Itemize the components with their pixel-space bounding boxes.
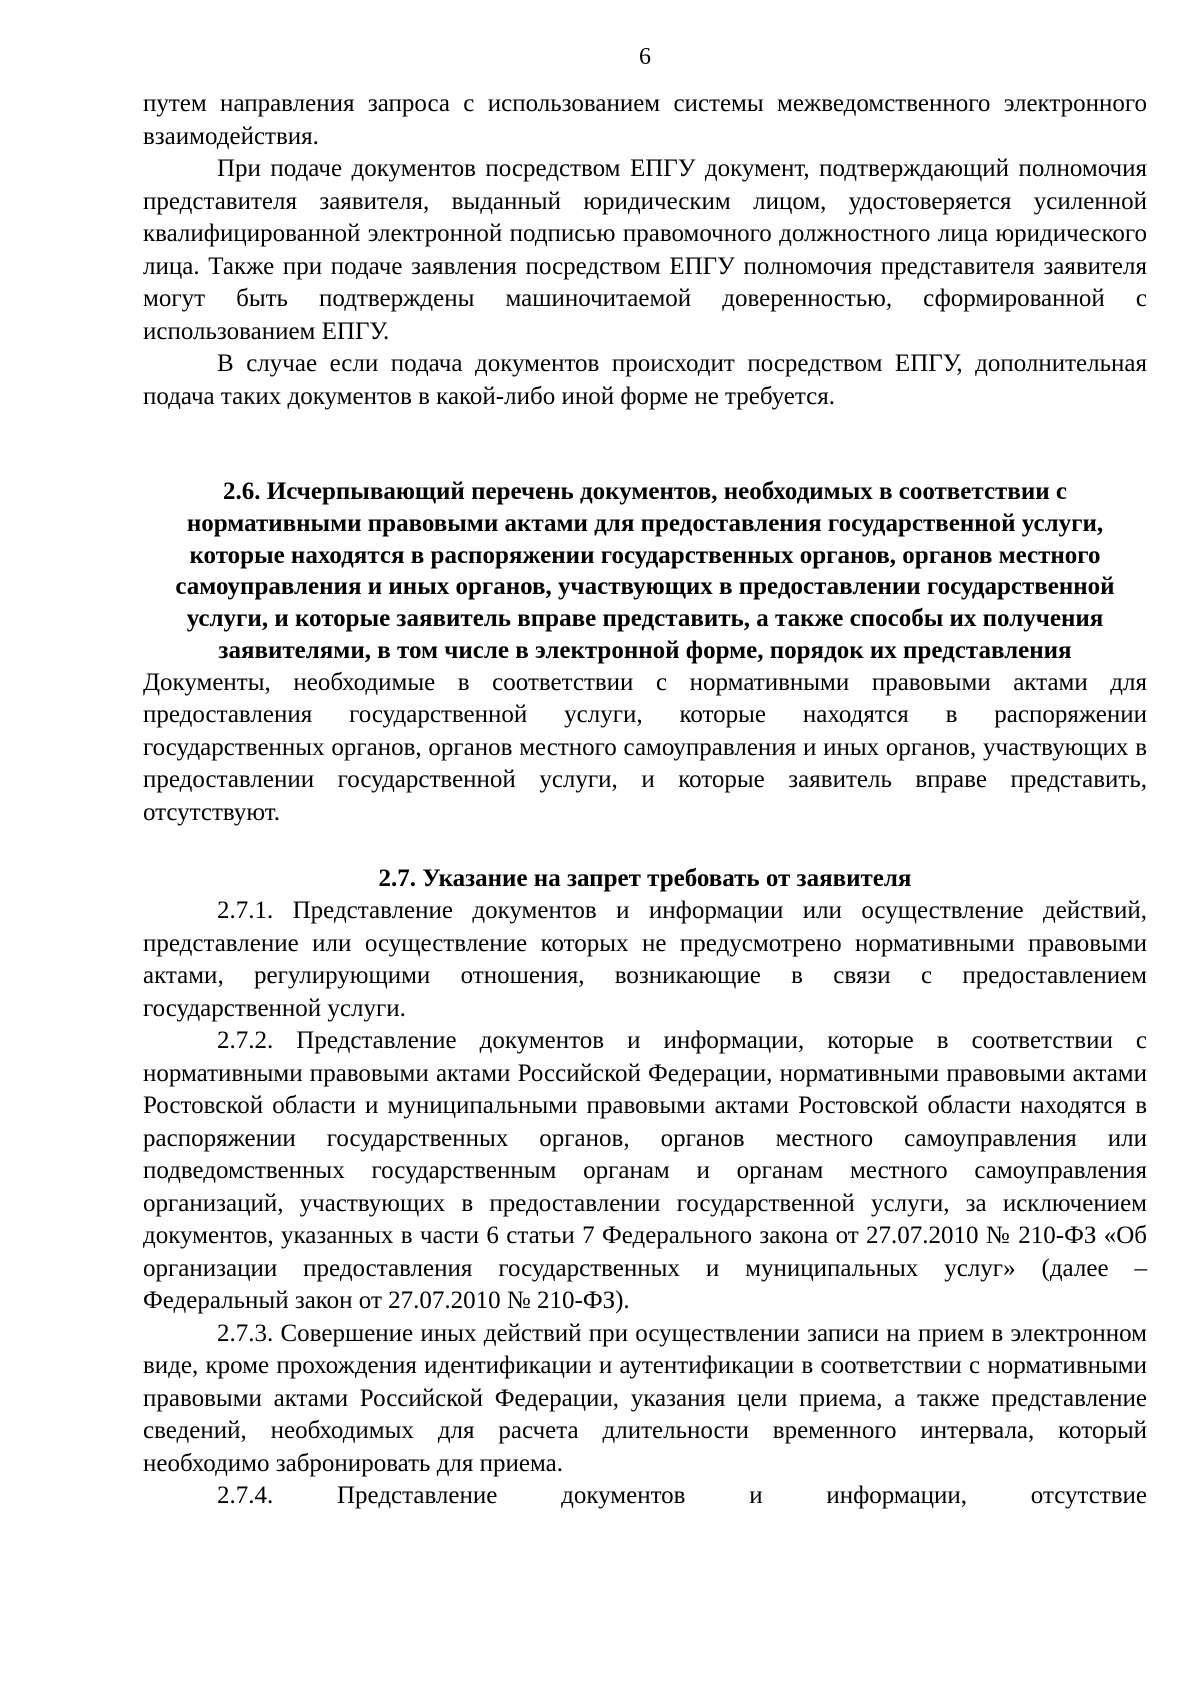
section-2-7-item-4: 2.7.4. Представление документов и информации, отсутствие — [217, 1482, 1147, 1510]
section-2-7-item-3: 2.7.3. Совершение иных действий при осуществлении записи на прием в электронном виде, кроме прохождения идентификации и аутентификации в соответствии с нормативными правовыми актами Российской Федерации, указания цели приема, а также представление сведений, необходимых для расчета длительности временного интервала, который необходимо забронировать для приема. — [143, 1319, 1147, 1477]
section-2-7-item-1: 2.7.1. Представление документов и информации или осуществление действий, представление или осуществление которых не предусмотрено нормативными правовыми актами, регулирующими отношения, возникающие в связи с предоставлением государственной услуги. — [143, 897, 1147, 1022]
intro-paragraph-epgu-authority: При подаче документов посредством ЕПГУ документ, подтверждающий полномочия представителя заявителя, выданный юридическим лицом, удостоверяется усиленной квалифицированной электронной подписью правомочного должностного лица юридического лица. Также при подаче заявления посредством ЕПГУ полномочия представителя заявителя могут быть подтверждены машиночитаемой доверенностью, сформированной с использованием ЕПГУ. — [143, 155, 1147, 345]
section-spacer — [143, 413, 1147, 476]
section-spacer — [143, 829, 1147, 863]
section-2-6-heading: 2.6. Исчерпывающий перечень документов, необходимых в соответствии с нормативными правовыми актами для предоставления государственной услуги, которые находятся в распоряжении государственных органов, органов местного самоуправления и иных органов, участвующих в предоставлении государственной услуги, и которые заявитель вправе представить, а также способы их получения заявителями, в том числе в электронной форме, порядок их представления — [175, 478, 1115, 664]
intro-paragraph-continuation: путем направления запроса с использованием системы межведомственного электронного взаимодействия. — [143, 90, 1147, 150]
section-2-7-heading: 2.7. Указание на запрет требовать от заявителя — [378, 865, 912, 893]
section-2-7-item-2: 2.7.2. Представление документов и информации, которые в соответствии с нормативными правовыми актами Российской Федерации, нормативными правовыми актами Ростовской области и муниципальными правовыми актами Ростовской области находятся в распоряжении государственных органов, органов местного самоуправления или подведомственных государственным органам и органам местного самоуправления организаций, участвующих в предоставлении государственной услуги, за исключением документов, указанных в части 6 статьи 7 Федерального закона от 27.07.2010 № 210-ФЗ «Об организации предоставления государственных и муниципальных услуг» (далее – Федеральный закон от 27.07.2010 № 210-ФЗ). — [143, 1027, 1147, 1315]
intro-paragraph-epgu-submission: В случае если подача документов происходит посредством ЕПГУ, дополнительная подача таких документов в какой-либо иной форме не требуется. — [143, 350, 1147, 410]
page-number: 6 — [639, 44, 651, 70]
section-2-6-body: Документы, необходимые в соответствии с нормативными правовыми актами для предоставления государственной услуги, которые находятся в распоряжении государственных органов, органов местного самоуправления и иных органов, участвующих в предоставлении государственной услуги, и которые заявитель вправе представить, отсутствуют. — [143, 668, 1147, 826]
